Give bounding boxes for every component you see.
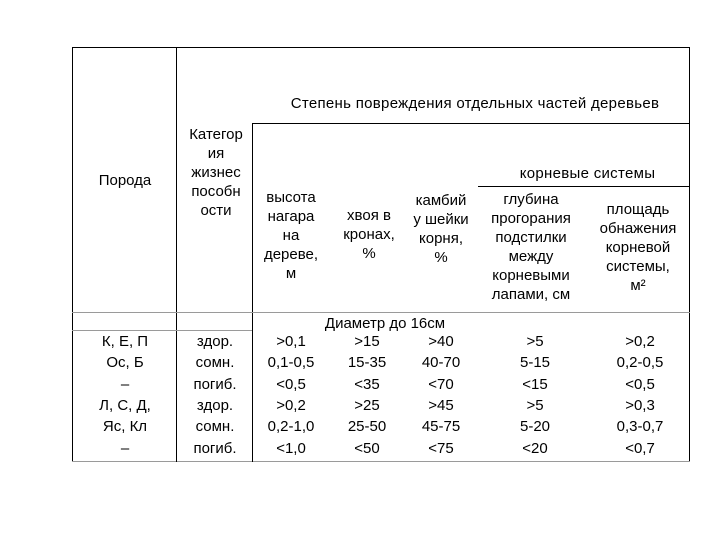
cell-category: погиб.	[193, 375, 237, 393]
cell-category: сомн.	[195, 418, 235, 436]
column-divider-breed	[176, 47, 177, 462]
cell-cambium: <70	[428, 375, 454, 393]
header-needles: хвоя в кронах, %	[343, 207, 395, 262]
cell-cambium: >45	[428, 396, 454, 414]
cell-height: <1,0	[276, 439, 306, 457]
header-height: высота нагара на дереве, м	[263, 189, 319, 282]
cell-area: 0,2-0,5	[616, 354, 664, 372]
header-cambium: камбий у шейки корня, %	[413, 192, 469, 266]
header-area: площадь обнажения корневой системы, м²	[599, 201, 677, 294]
cell-area: <0,5	[625, 375, 655, 393]
cell-depth: <20	[522, 439, 548, 457]
cell-height: 0,2-1,0	[267, 418, 315, 436]
cell-height: >0,2	[276, 396, 306, 414]
cell-needles: >25	[354, 396, 380, 414]
cell-cambium: >40	[428, 333, 454, 350]
cell-cambium: 45-75	[421, 418, 461, 436]
header-breed: Порода	[98, 172, 152, 189]
cell-cambium: <75	[428, 439, 454, 457]
cell-height: <0,5	[276, 375, 306, 393]
header-category: Категор ия жизнес пособн ости	[189, 126, 243, 219]
header-diameter: Диаметр до 16см	[324, 315, 446, 332]
cell-breed: –	[120, 375, 130, 393]
cell-area: <0,7	[625, 439, 655, 457]
table-border-left	[72, 47, 73, 462]
cell-category: здор.	[196, 396, 234, 414]
table-title: Степень повреждения отдельных частей деревьев	[290, 95, 660, 112]
cell-breed: Ос, Б	[106, 354, 144, 372]
header-depth: глубина прогорания подстилки между корневыми лапами, см	[491, 191, 571, 303]
cell-needles: <50	[354, 439, 380, 457]
cell-breed: К, Е, П	[101, 333, 149, 350]
header-body-divider	[72, 312, 690, 313]
roots-divider	[478, 186, 690, 187]
cell-depth: >5	[526, 396, 544, 414]
cell-needles: 25-50	[347, 418, 387, 436]
cell-area: 0,3-0,7	[616, 418, 664, 436]
cell-cambium: 40-70	[421, 354, 461, 372]
cell-depth: >5	[526, 333, 544, 350]
cell-depth: 5-20	[519, 418, 551, 436]
cell-area: >0,3	[625, 396, 655, 414]
cell-needles: <35	[354, 375, 380, 393]
cell-needles: 15-35	[347, 354, 387, 372]
table-border-top	[72, 47, 690, 48]
title-divider	[252, 123, 690, 124]
cell-breed: –	[120, 439, 130, 457]
cell-height: 0,1-0,5	[267, 354, 315, 372]
cell-area: >0,2	[625, 333, 655, 350]
cell-breed: Яс, Кл	[102, 418, 148, 436]
header-roots: корневые системы	[519, 165, 656, 182]
cell-breed: Л, С, Д,	[99, 396, 151, 414]
cell-height: >0,1	[276, 333, 306, 350]
cell-category: здор.	[196, 333, 234, 350]
data-divider-left	[72, 330, 252, 331]
cell-depth: <15	[522, 375, 548, 393]
cell-needles: >15	[354, 333, 380, 350]
cell-category: сомн.	[195, 354, 235, 372]
cell-category: погиб.	[193, 439, 237, 457]
cell-depth: 5-15	[519, 354, 551, 372]
table-border-bottom	[72, 461, 690, 462]
